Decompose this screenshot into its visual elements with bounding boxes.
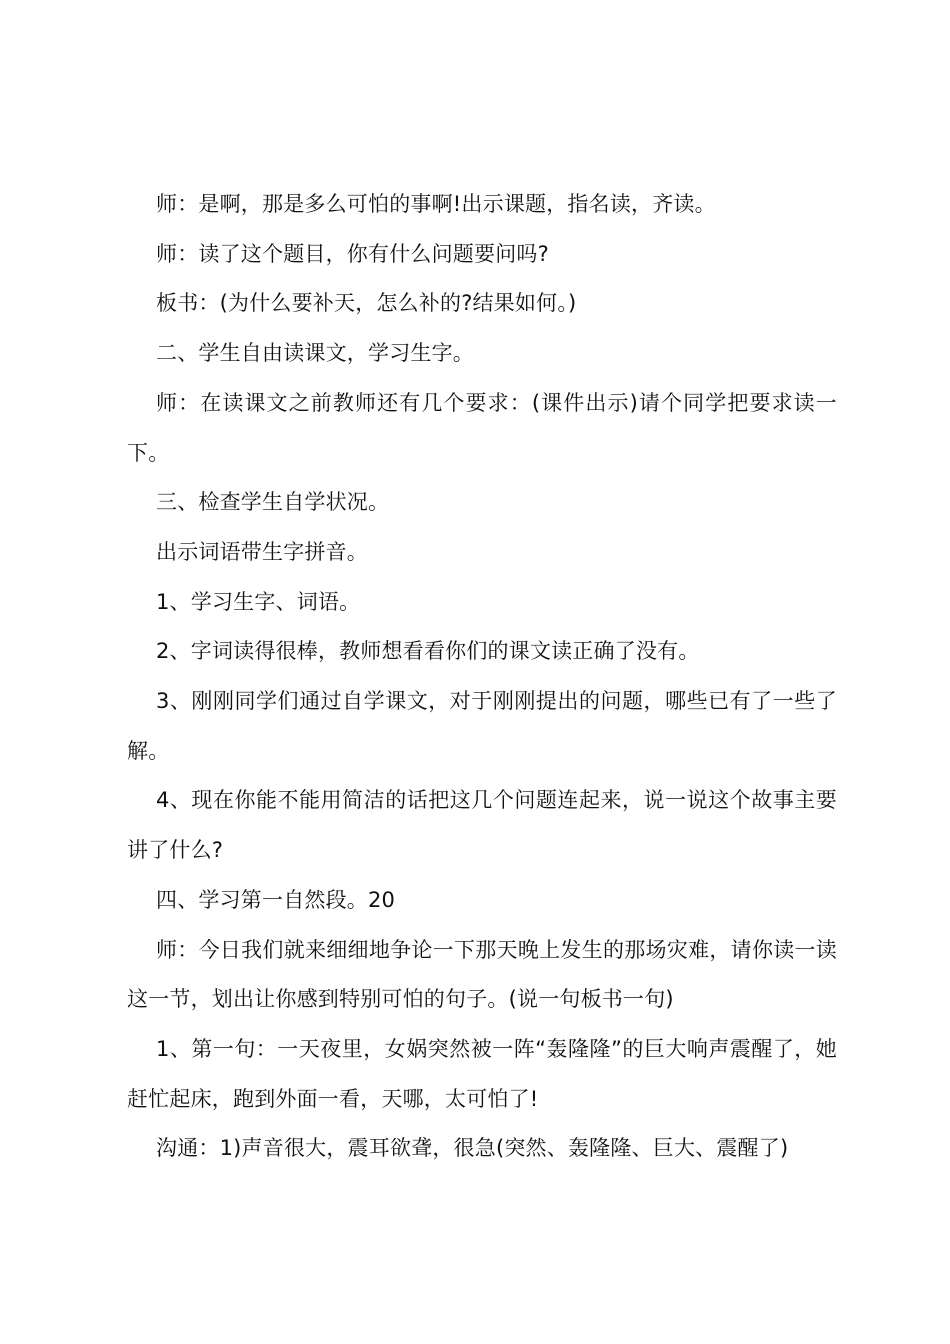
paragraph-1: 师：是啊，那是多么可怕的事啊!出示课题，指名读，齐读。: [156, 192, 716, 216]
paragraph-4: 二、学生自由读课文，学习生字。: [156, 341, 474, 366]
paragraph-7: 出示词语带生字拼音。: [156, 539, 368, 564]
paragraph-15: 沟通：1)声音很大，震耳欲聋，很急(突然、轰隆隆、巨大、震醒了): [156, 1136, 789, 1161]
paragraph-11: 4、现在你能不能用简洁的话把这几个问题连起来，说一说这个故事主要讲了什么?: [127, 788, 837, 863]
document-body: [127, 180, 837, 1174]
paragraph-12: 四、学习第一自然段。20: [156, 887, 396, 912]
paragraph-8: 1、学习生字、词语。: [156, 589, 361, 614]
paragraph-9: 2、字词读得很棒，教师想看看你们的课文读正确了没有。: [156, 639, 700, 664]
paragraph-6: 三、检查学生自学状况。: [156, 490, 390, 515]
paragraph-13: 师：今日我们就来细细地争论一下那天晚上发生的那场灾难，请你读一读这一节，划出让你感到特别可怕的句子。(说一句板书一句): [127, 937, 837, 1012]
paragraph-10: 3、刚刚同学们通过自学课文，对于刚刚提出的问题，哪些已有了一些了解。: [127, 689, 837, 763]
paragraph-2: 师：读了这个题目，你有什么问题要问吗?: [156, 241, 549, 266]
paragraph-3: 板书：(为什么要补天，怎么补的?结果如何。): [156, 291, 577, 316]
paragraph-5: 师：在读课文之前教师还有几个要求：(课件出示)请个同学把要求读一下。: [127, 390, 837, 465]
paragraph-14: 1、第一句：一天夜里，女娲突然被一阵“轰隆隆”的巨大响声震醒了，她赶忙起床，跑到外面一看，天哪，太可怕了!: [127, 1036, 837, 1111]
